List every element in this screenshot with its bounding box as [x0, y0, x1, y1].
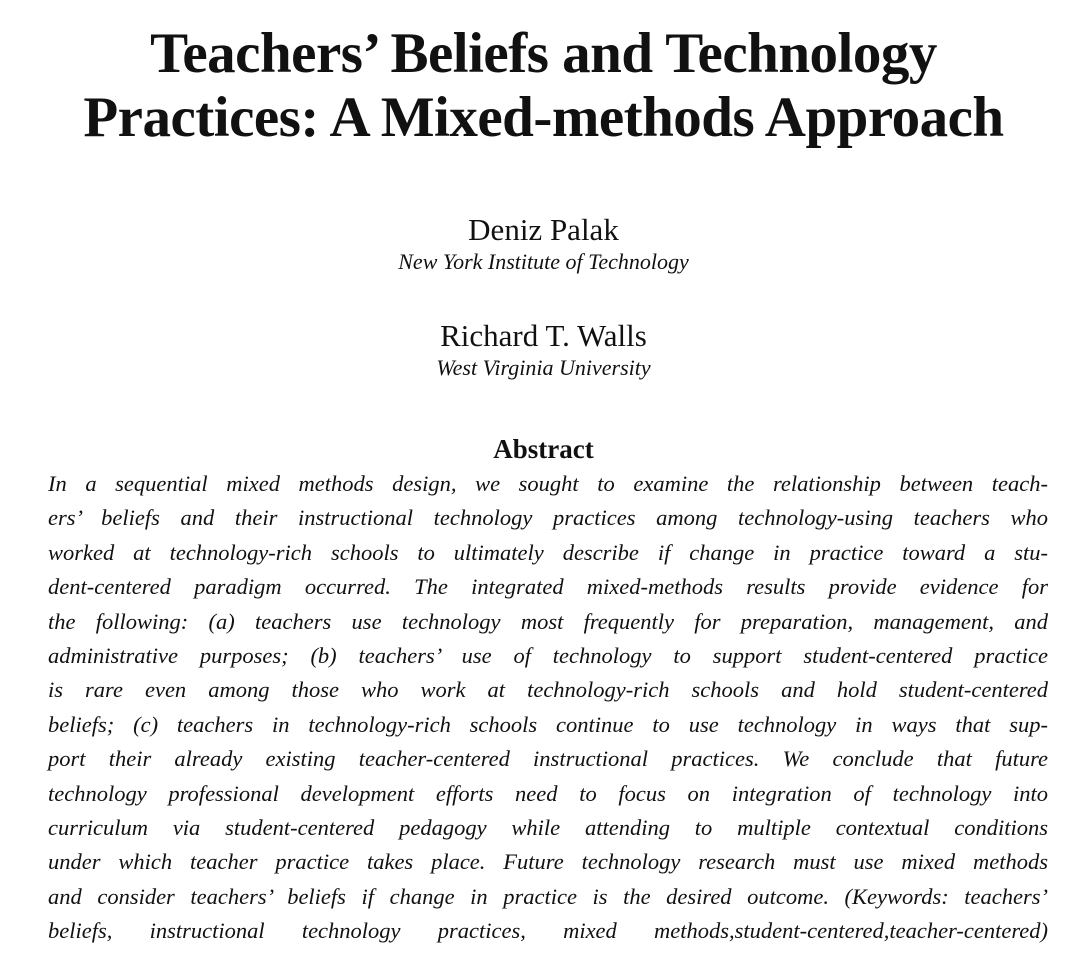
author-name: Richard T. Walls — [440, 318, 647, 353]
abstract-line: beliefs; (c) teachers in technology-rich schools continue to use technology in ways that sup- — [48, 711, 1048, 737]
abstract-heading: Abstract — [493, 434, 594, 464]
title-line: Practices: A Mixed-methods Approach — [83, 86, 1004, 149]
author-block — [0, 318, 1087, 382]
abstract-line: In a sequential mixed methods design, we sought to examine the relationship between teach- — [48, 471, 1048, 496]
abstract-line: curriculum via student-centered pedagogy while attending to multiple contextual conditions — [48, 815, 1048, 841]
author-block — [0, 212, 1087, 276]
abstract-line: is rare even among those who work at technology-rich schools and hold student-centered — [48, 677, 1048, 703]
author-affiliation: West Virginia University — [436, 355, 651, 380]
abstract-line: administrative purposes; (b) teachers’ use of technology to support student-centered practice — [48, 643, 1048, 669]
author-affiliation: New York Institute of Technology — [398, 249, 689, 274]
abstract-line: beliefs, instructional technology practices, mixed methods,student-centered,teacher-centered) — [48, 918, 1048, 944]
abstract-line: dent-centered paradigm occurred. The integrated mixed-methods results provide evidence for — [48, 574, 1048, 600]
abstract-line: worked at technology-rich schools to ultimately describe if change in practice toward a stu- — [48, 539, 1048, 565]
abstract-line: the following: (a) teachers use technology most frequently for preparation, management, and — [48, 608, 1048, 634]
abstract-line: technology professional development efforts need to focus on integration of technology into — [48, 780, 1048, 806]
abstract-body — [48, 467, 1048, 949]
abstract-line: and consider teachers’ beliefs if change in practice is the desired outcome. (Keywords: teachers’ — [48, 883, 1048, 909]
abstract-line: under which teacher practice takes place. Future technology research must use mixed methods — [48, 849, 1048, 875]
abstract-line: ers’ beliefs and their instructional technology practices among technology-using teachers who — [48, 505, 1048, 531]
title-line: Teachers’ Beliefs and Technology — [150, 22, 937, 85]
author-name: Deniz Palak — [468, 212, 619, 247]
paper-title — [0, 22, 1087, 150]
abstract-line: port their already existing teacher-centered instructional practices. We conclude that future — [48, 746, 1048, 772]
